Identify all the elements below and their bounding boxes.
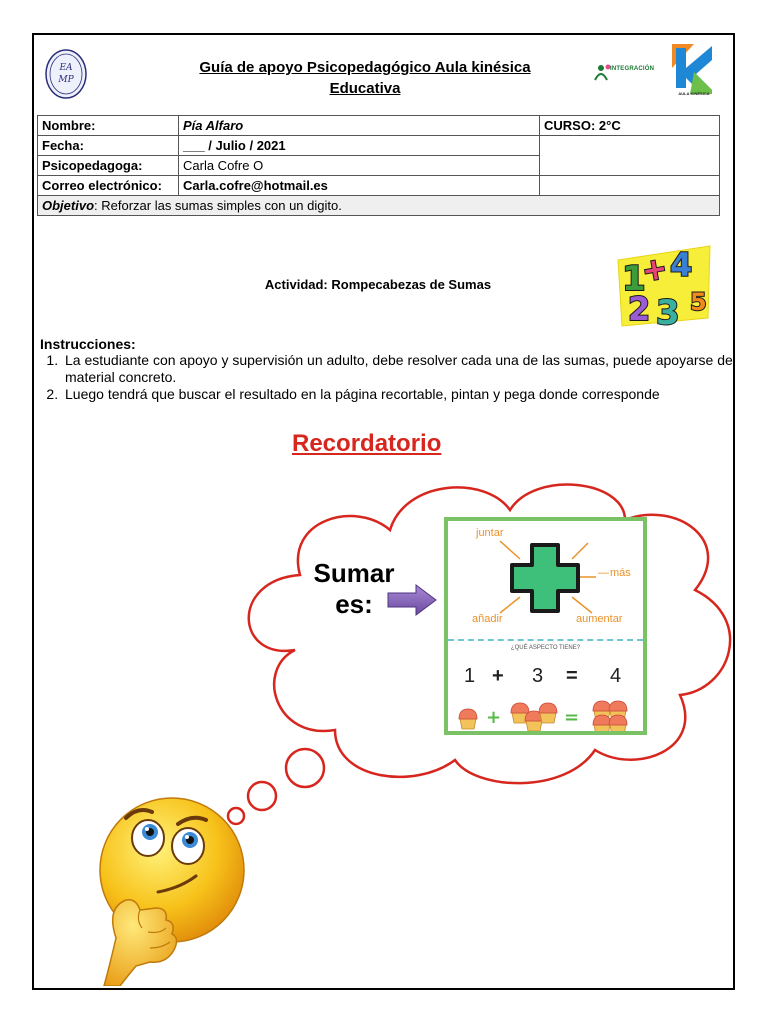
instruction-item: 2. Luego tendrá que buscar el resultado en la página recortable, pintan y pega donde corresponde [62,386,752,403]
svg-text:5: 5 [690,288,707,316]
card-divider [448,639,643,641]
objetivo-label: Objetivo [42,198,95,213]
document-title: Guía de apoyo Psicopedagógico Aula kinésica Educativa [199,59,531,97]
curso-blank-cell [540,136,720,176]
correo-blank-cell [540,176,720,196]
svg-text:3: 3 [656,293,680,332]
objetivo-text: : Reforzar las sumas simples con un digito. [94,198,342,213]
suma-concept-card [444,517,647,735]
instruction-item: 1. La estudiante con apoyo y supervisión un adulto, debe resolver cada una de las sumas, puede apoyarse de material concreto. [62,352,752,386]
word-mas: más [610,567,631,579]
equation-result-4: 4 [610,665,622,687]
svg-text:+: + [486,707,502,728]
svg-text:=: = [564,707,580,728]
word-juntar: juntar [476,527,504,539]
equation-plus: + [492,665,504,687]
equation-equals: = [566,665,578,687]
svg-text:EA: EA [59,63,73,73]
es-line: es: [335,589,373,619]
svg-text:2: 2 [628,290,651,328]
word-anadir: añadir [472,613,503,625]
aula-kinesica-logo-text: AULA KINÉSICA [678,91,710,96]
equation-number-3: 3 [532,665,544,687]
numbers-illustration [612,240,716,332]
svg-text:MP: MP [58,75,74,85]
cupcakes-equation-icon [456,697,636,731]
correo-value: Carla.cofre@hotmail.es [179,176,540,196]
aspecto-caption: ¿QUÉ ASPECTO TIENE? [510,645,581,651]
thinking-smiley-icon [96,788,246,986]
nombre-value: Pía Alfaro [179,116,540,136]
equation-number-1: 1 [464,665,476,687]
integracion-logo-text: INTEGRACIÓN [610,66,655,72]
word-aumentar: aumentar [576,613,623,625]
fecha-value: ___ / Julio / 2021 [179,136,540,156]
correo-label: Correo electrónico: [38,176,179,196]
instructions-list [40,352,752,403]
svg-text:+: + [639,250,671,290]
integracion-logo [592,62,664,82]
objetivo-row [38,196,720,216]
fecha-label: Fecha: [38,136,179,156]
svg-text:1: 1 [622,259,646,299]
sumar-line: Sumar [313,558,395,588]
psicopedagoga-label: Psicopedagoga: [38,156,179,176]
word-mas-dash: — [598,567,609,579]
instructions-heading: Instrucciones: [40,336,136,352]
arrow-right-icon [386,583,438,617]
svg-text:4: 4 [670,246,693,284]
curso-value: CURSO: 2°C [540,116,720,136]
recordatorio-heading: Recordatorio [292,430,442,457]
nombre-label: Nombre: [38,116,179,136]
psicopedagoga-value: Carla Cofre O [179,156,540,176]
activity-title: Actividad: Rompecabezas de Sumas [264,277,492,292]
student-info-table [37,115,720,216]
school-logo [44,48,88,100]
